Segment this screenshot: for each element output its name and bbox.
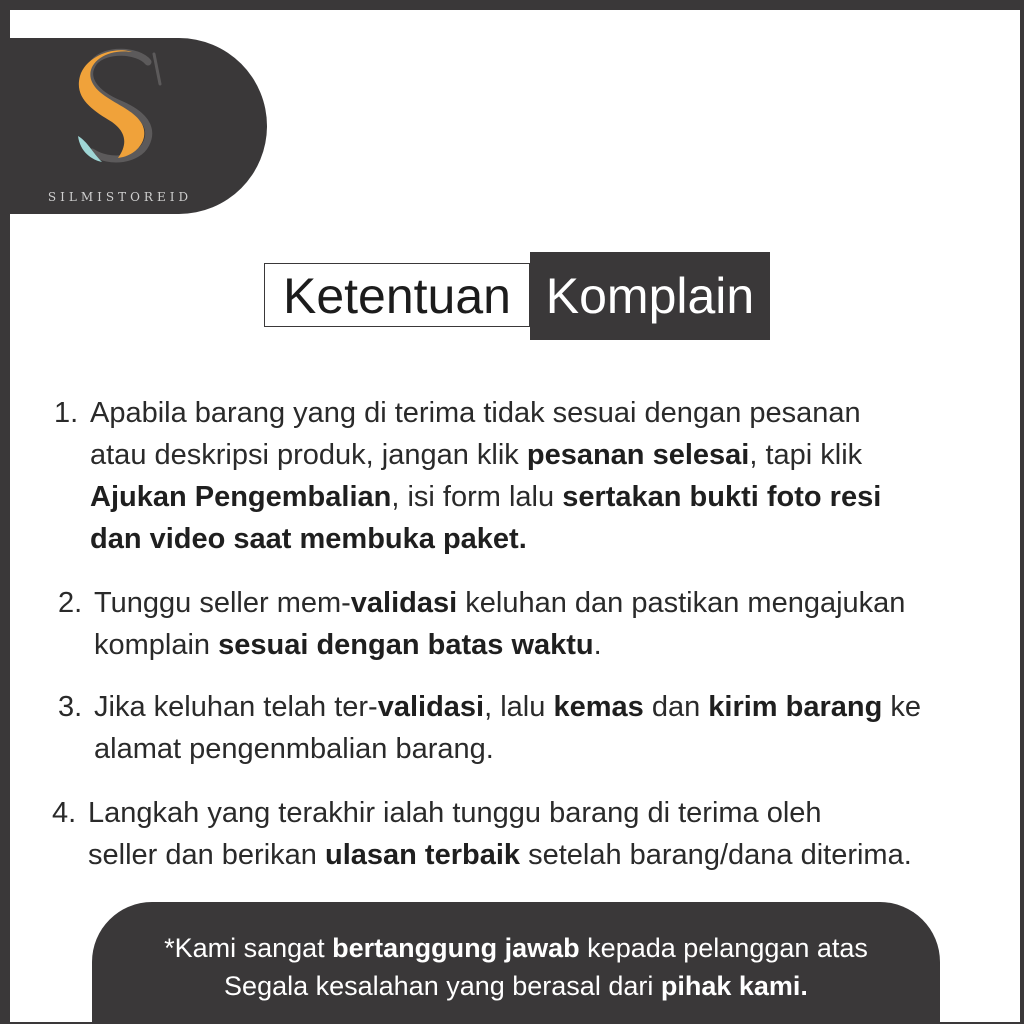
bold-text: Ajukan Pengembalian: [90, 481, 392, 513]
rule-text: [94, 582, 905, 666]
logo-tab: [10, 38, 267, 214]
rule-number: 4.: [52, 797, 77, 829]
bold-text: kirim barang: [708, 691, 883, 723]
bold-text: sesuai dengan batas waktu: [218, 629, 594, 661]
title-word-ketentuan: Ketentuan: [264, 263, 530, 327]
rule-item: [58, 686, 921, 770]
bold-text: bertanggung jawab: [332, 933, 580, 963]
rule-number: 2.: [58, 587, 83, 619]
text: dan: [643, 691, 709, 723]
bold-text: pihak kami.: [660, 971, 808, 1001]
text: seller dan berikan: [88, 839, 325, 871]
rule-number: 1.: [54, 397, 79, 429]
text: .: [593, 629, 602, 661]
text: , isi form lalu: [391, 481, 563, 513]
bold-text: dan video saat membuka paket.: [90, 523, 527, 555]
bold-text: sertakan bukti foto resi: [562, 481, 882, 513]
title-word-komplain: Komplain: [530, 252, 770, 340]
text: *Kami sangat: [164, 933, 333, 963]
text: Tunggu seller mem-: [94, 587, 351, 619]
text: , lalu: [484, 691, 554, 723]
rule-text: [88, 792, 912, 876]
rule-item: [54, 392, 881, 560]
rule-text: [90, 392, 881, 560]
text: Apabila barang yang di terima tidak sesuai dengan pesanan: [90, 397, 861, 429]
text: , tapi klik: [749, 439, 863, 471]
text: kepada pelanggan atas: [579, 933, 868, 963]
text: Langkah yang terakhir ialah tunggu barang di terima oleh: [88, 797, 822, 829]
text: alamat pengenmbalian barang.: [94, 733, 494, 765]
text: Jika keluhan telah ter-: [94, 691, 378, 723]
bold-text: kemas: [553, 691, 644, 723]
bold-text: pesanan selesai: [526, 439, 750, 471]
text: setelah barang/dana diterima.: [520, 839, 912, 871]
brand-logo-s-icon: [66, 44, 166, 168]
note-text: [92, 929, 940, 1005]
page: [10, 10, 1020, 1022]
rule-item: [52, 792, 912, 876]
text: keluhan dan pastikan mengajukan: [457, 587, 906, 619]
text: atau deskripsi produk, jangan klik: [90, 439, 527, 471]
bold-text: validasi: [350, 587, 458, 619]
rule-number: 3.: [58, 691, 83, 723]
brand-name: SILMISTOREID: [47, 190, 193, 204]
bold-text: ulasan terbaik: [324, 839, 521, 871]
text: Segala kesalahan yang berasal dari: [224, 971, 661, 1001]
bold-text: validasi: [377, 691, 485, 723]
note-box: [92, 902, 940, 1022]
text: ke: [882, 691, 922, 723]
text: komplain: [94, 629, 219, 661]
rule-text: [94, 686, 921, 770]
rule-item: [58, 582, 905, 666]
